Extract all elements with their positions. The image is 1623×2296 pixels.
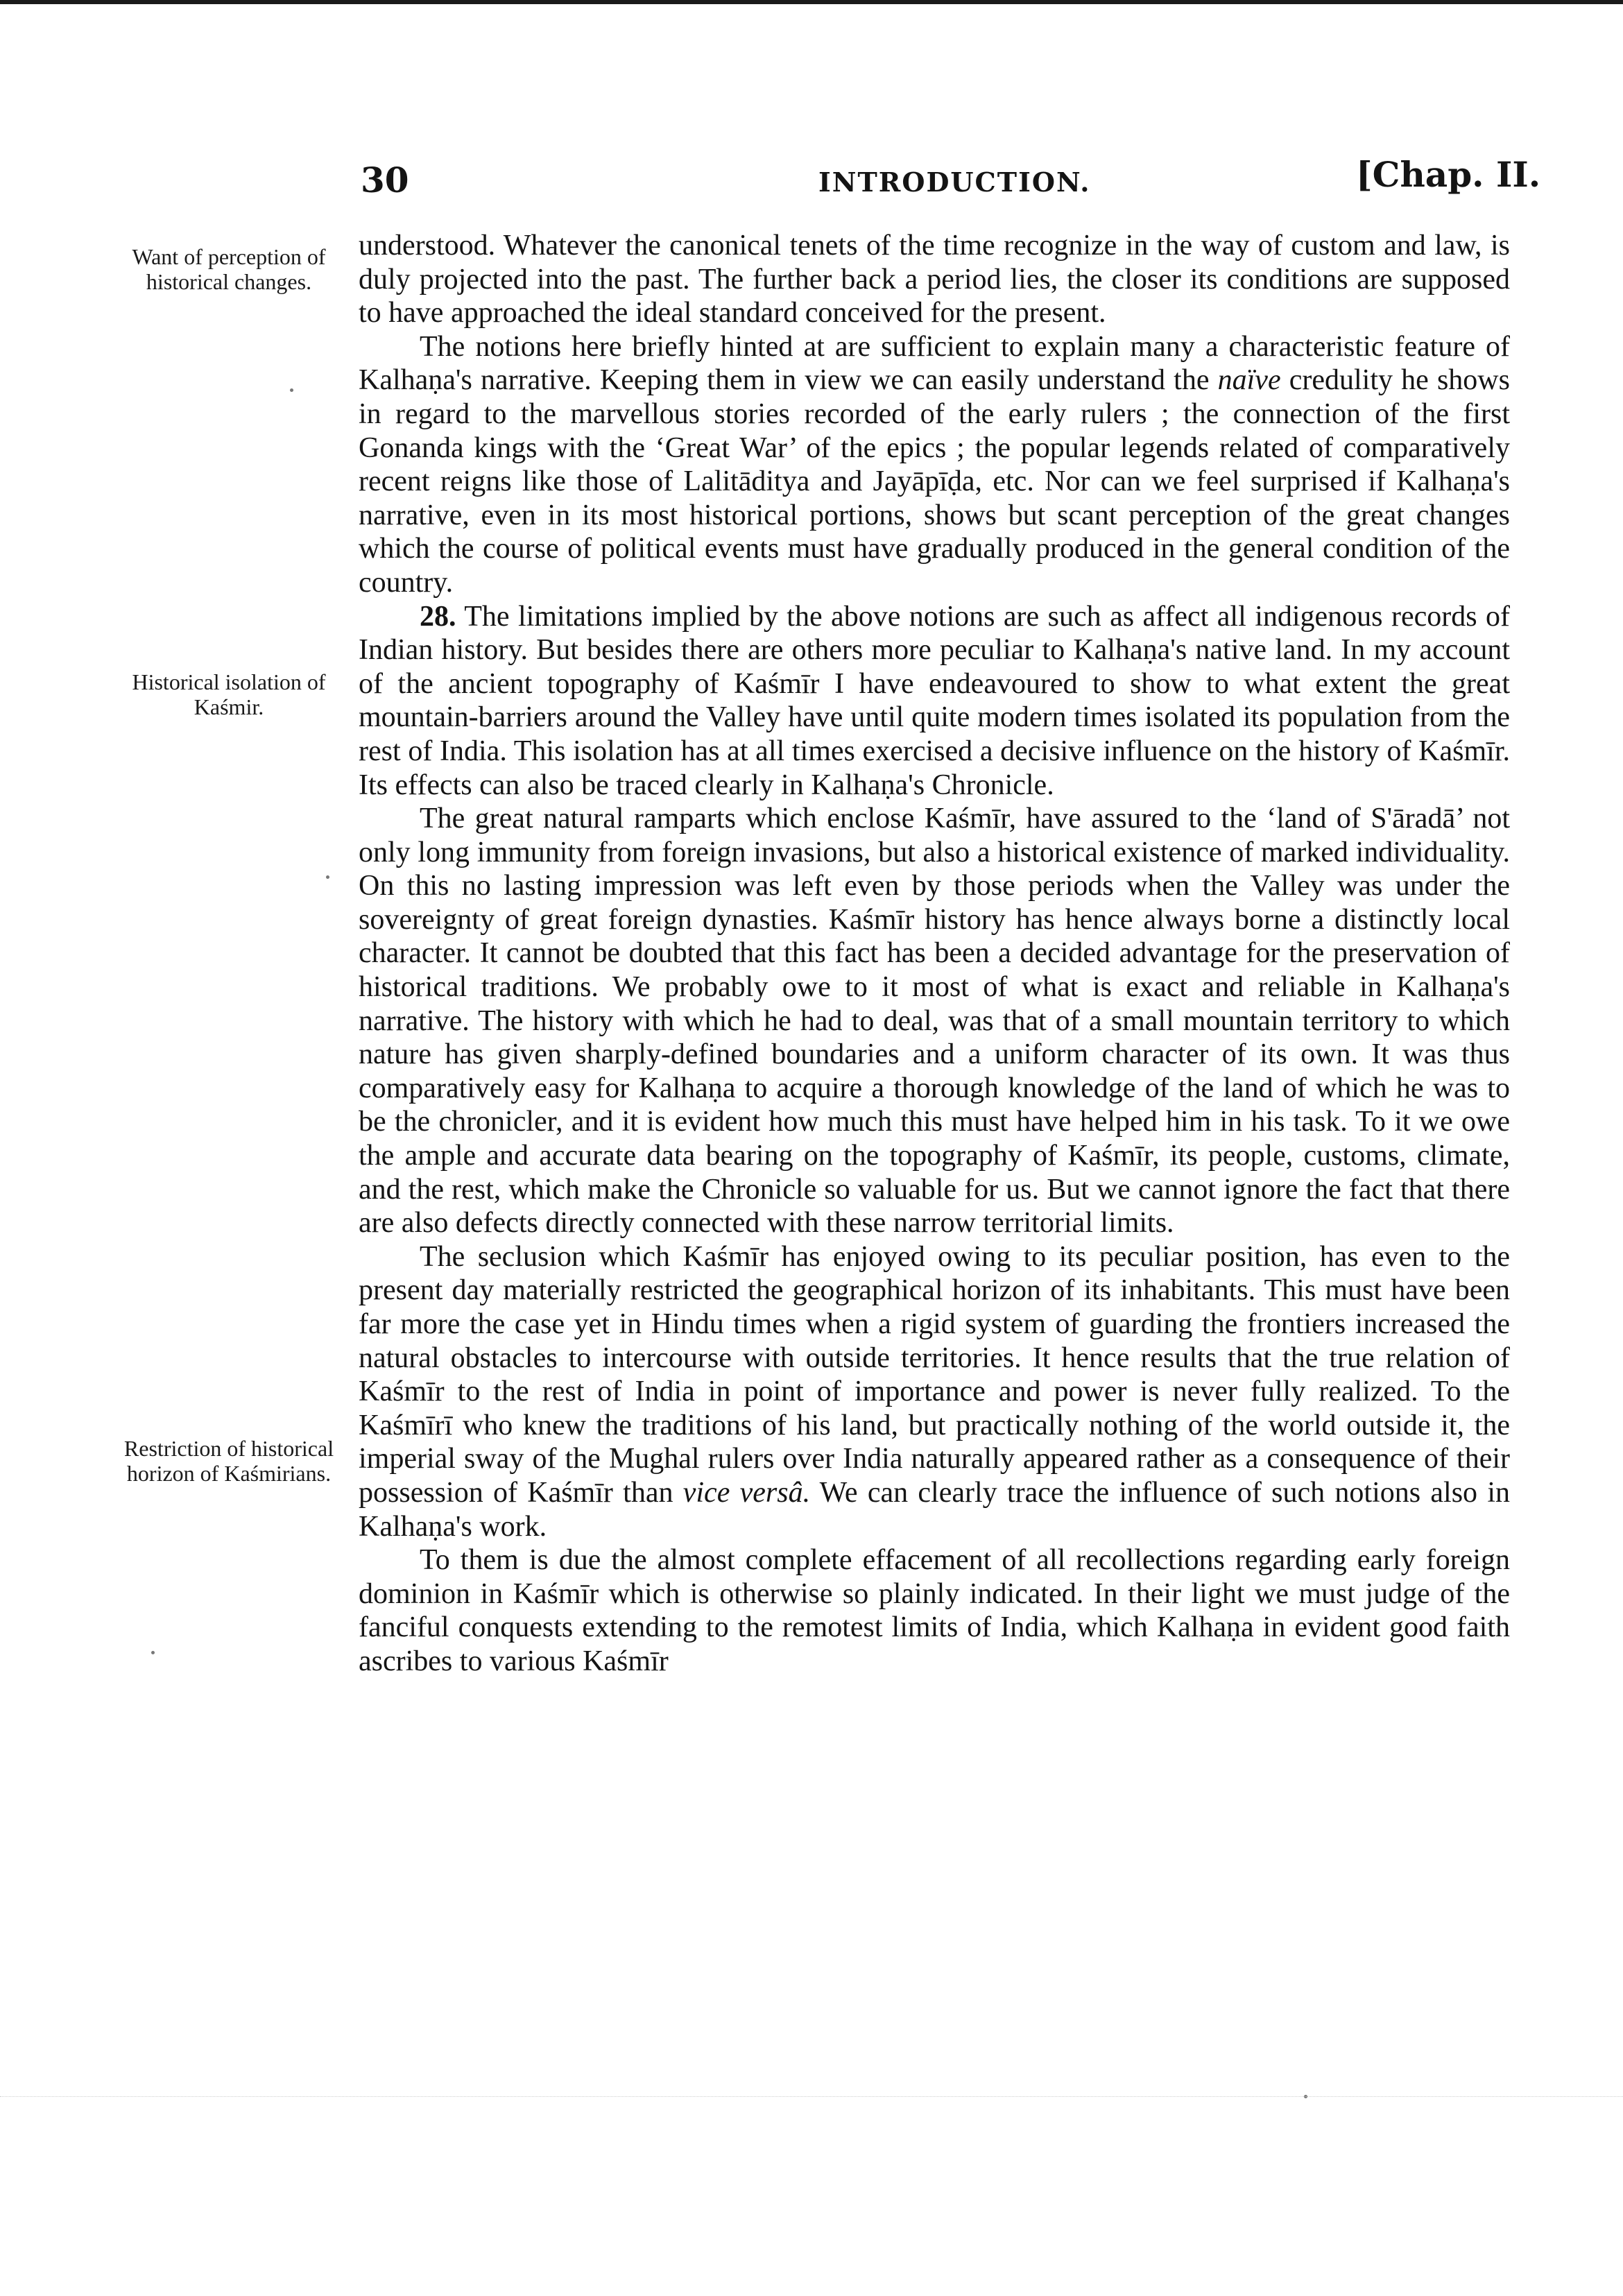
paragraph-6: To them is due the almost complete effacement of all recollections regarding early foreign dominion in Kaśmīr which is otherwise so plainly indicated. In their light we must judge of the fanciful conquests extending to the remotest limits of India, which Kalhaṇa in evident good faith ascribes to various Kaśmīr (359, 1544, 1510, 1677)
paragraph-2-text-b: credulity he shows in regard to the marvellous stories recorded of the early rulers ; the connection of the first Gonanda kings with the ‘Great War’ of the epics ; the popular legends related of comparatively recent reigns like those of Lalitāditya and Jayāpīḍa, etc. Nor can we feel surprised if Kalhaṇa's narrative, even in its most historical portions, shows but scant perception of the great changes which the course of political events must have gradually produced in the general condition of the country. (359, 364, 1510, 599)
running-head: INTRODUCTION. (818, 166, 1091, 198)
scan-speck (326, 875, 329, 879)
paragraph-4: The great natural ramparts which enclose Kaśmīr, have assured to the ‘land of S'āradā’ not only long immunity from foreign invasions, but also a historical existence of marked individuality. On this no lasting impression was left even by those periods when the Valley was under the sovereignty of great foreign dynasties. Kaśmīr history has hence always borne a distinctly local character. It cannot be doubted that this fact has been a decided advantage for the preservation of historical traditions. We probably owe to it most of what is exact and reliable in Kalhaṇa's narrative. The history with which he had to deal, was that of a small mountain territory to which nature has given sharply-defined boundaries and a uniform character of its own. It was thus comparatively easy for Kalhaṇa to acquire a thorough knowledge of the land of which he was to be the chronicler, and it is evident how much this must have helped him in his task. To it we owe the ample and accurate data bearing on the topography of Kaśmīr, its people, customs, climate, and the rest, which make the Chronicle so valuable for us. But we cannot ignore the fact that there are also defects directly connected with these narrow territorial limits. (359, 803, 1510, 1240)
chapter-label: [Chap. II. (1356, 154, 1541, 195)
margin-note-perception: Want of perception of historical changes. (132, 244, 326, 294)
body-text (359, 229, 1510, 1679)
paragraph-5 (359, 1240, 1510, 1543)
paragraph-5-text-a: The seclusion which Kaśmīr has enjoyed owing to its peculiar position, has even to the present day materially restricted the geographical horizon of its inhabitants. This must have been far more the case yet in Hindu times when a rigid system of guarding the frontiers increased the natural obstacles to intercourse with outside territories. It hence results that the true relation of Kaśmīr to the rest of India in point of importance and power is never fully realized. To the Kaśmīrī who knew the traditions of his land, but practically nothing of the world outside it, the imperial sway of the Mughal rulers over India naturally appeared rather as a consequence of their possession of Kaśmīr than (359, 1240, 1510, 1509)
scan-speck (151, 1651, 155, 1654)
paragraph-2-text-a: The notions here briefly hinted at are sufficient to explain many a characteristic feature of Kalhaṇa's narrative. Keeping them in view we can easily understand the (359, 330, 1510, 397)
scan-artifact-line (0, 2096, 1623, 2098)
margin-note-restriction: Restriction of historical horizon of Kaśmirians. (123, 1436, 334, 1486)
section-number: 28. (420, 600, 456, 633)
paragraph-5-emphasis: vice versâ. (682, 1476, 811, 1509)
page-number: 30 (361, 160, 409, 200)
paragraph-5-text-b: We can clearly trace the influence of such notions also in Kalhaṇa's work. (359, 1476, 1510, 1543)
scan-speck (290, 388, 293, 392)
paragraph-2 (359, 330, 1510, 600)
paragraph-3 (359, 600, 1510, 803)
margin-note-isolation: Historical isolation of Kaśmir. (132, 669, 326, 719)
paragraph-3-text: The limitations implied by the above notions are such as affect all indigenous records of Indian history. But besides there are others more peculiar to Kalhaṇa's native land. In my account of the ancient topography of Kaśmīr I have endeavoured to show to what extent the great mountain-barriers around the Valley have until quite modern times isolated its population from the rest of India. This isolation has at all times exercised a decisive influence on the history of Kaśmīr. Its effects can also be traced clearly in Kalhaṇa's Chronicle. (359, 600, 1511, 801)
page-header (0, 154, 1623, 209)
page-top-edge (0, 0, 1623, 4)
paragraph-1: understood. Whatever the canonical tenets of the time recognize in the way of custom and law, is duly projected into the past. The further back a period lies, the closer its conditions are supposed to have approached the ideal standard conceived for the present. (359, 230, 1510, 329)
paragraph-2-emphasis: naïve (1217, 364, 1281, 397)
